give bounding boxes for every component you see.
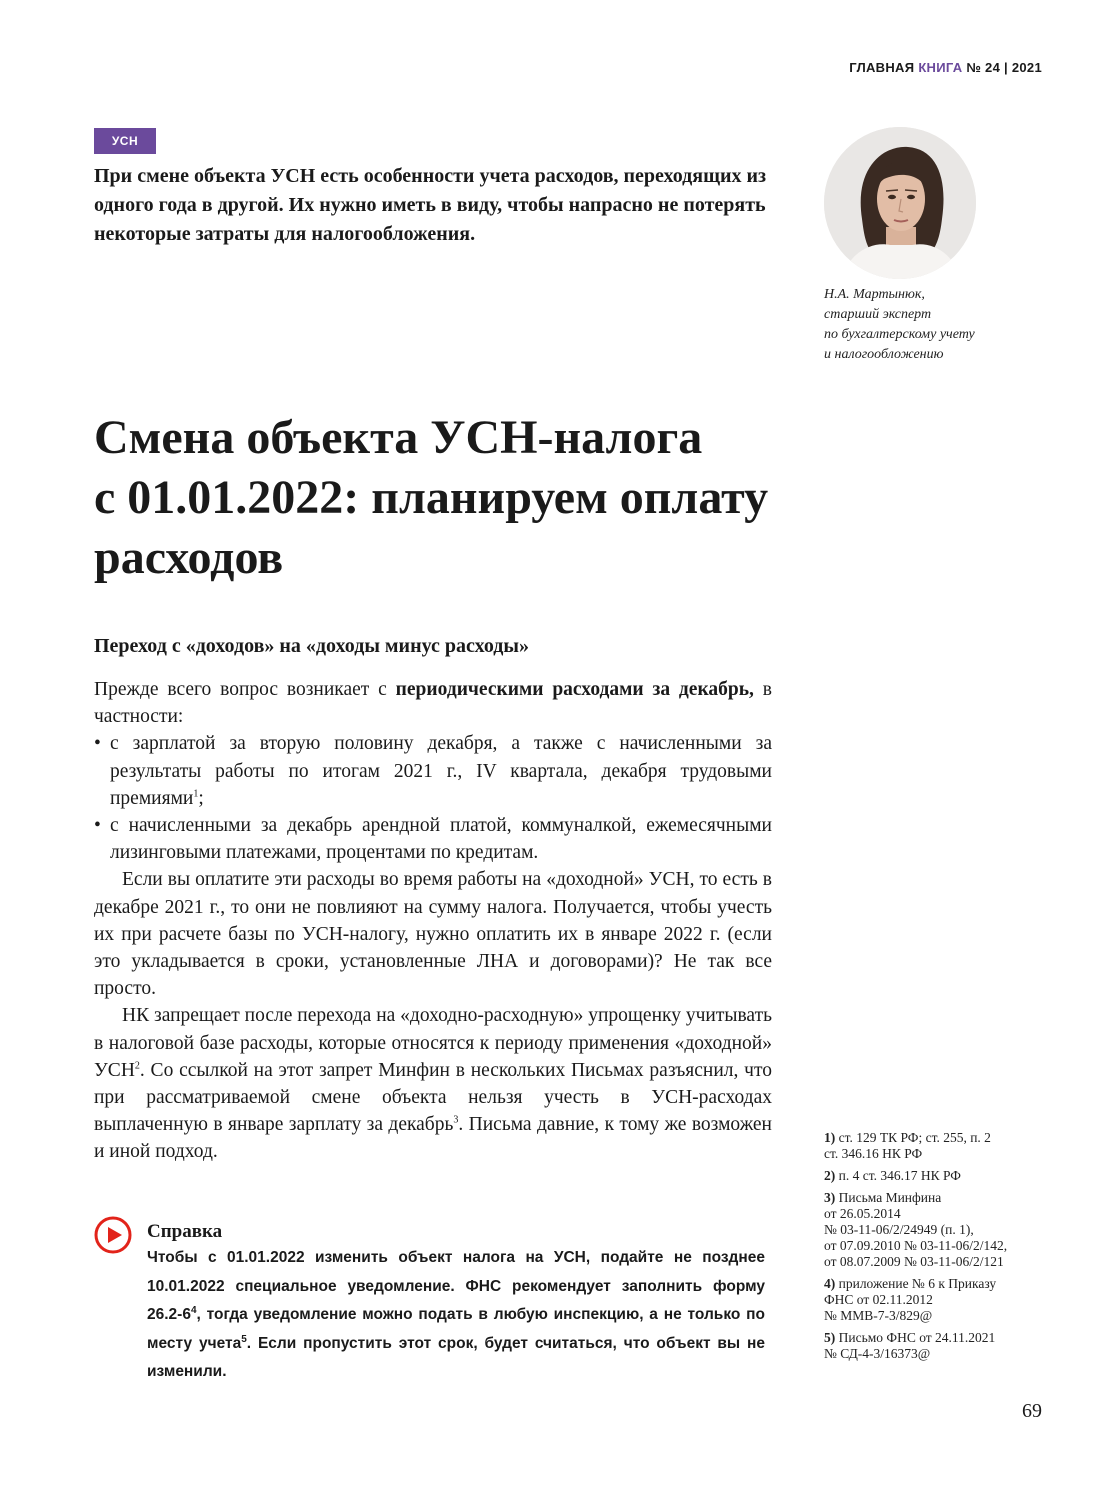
paragraph-text: в частности: — [94, 679, 772, 728]
footnote — [824, 1330, 1054, 1362]
footnote-text: от 08.07.2009 № 03-11-06/2/121 — [824, 1254, 1004, 1269]
emphasis-text: периодическими расходами за декабрь, — [395, 679, 754, 700]
footnote — [824, 1190, 1054, 1270]
footnote-ref[interactable]: 5 — [241, 1333, 247, 1345]
footnote-text: п. 4 ст. 346.17 НК РФ — [838, 1168, 961, 1183]
body-paragraph — [94, 1002, 772, 1165]
footnote-number: 1) — [824, 1130, 836, 1145]
author-position-line: по бухгалтерскому учету — [824, 327, 975, 342]
author-position-line: и налогообложению — [824, 347, 944, 362]
footnote-number: 4) — [824, 1276, 836, 1291]
article-title — [94, 408, 994, 588]
info-text: , тогда уведомление можно подать в любую инспекцию, а не только по месту учета — [147, 1306, 765, 1352]
footnote-text: от 07.09.2010 № 03-11-06/2/142, — [824, 1238, 1008, 1253]
footnote-number: 5) — [824, 1330, 836, 1345]
list-item — [94, 730, 772, 812]
paragraph-text: . Со ссылкой на этот запрет Минфин в нескольких Письмах разъяснил, что при рассматриваемой смене объекта нельзя учесть в УСН-расходах выплаченную в январе зарплату за декабрь — [94, 1059, 772, 1136]
info-body — [147, 1244, 765, 1387]
body-paragraph: Если вы оплатите эти расходы во время работы на «доходной» УСН, то есть в декабре 2021 г., то они не повлияют на сумму налога. Получается, чтобы учесть их при расчете базы по УСН-налогу, нужно оплатить их в январе 2022 г. (если это укладывается в сроки, установленные ЛНА и договорами)? Не так все просто. — [94, 869, 772, 1000]
footnote-text: от 26.05.2014 — [824, 1206, 901, 1221]
author-photo — [824, 127, 976, 279]
footnote — [824, 1168, 1054, 1184]
footnote-text: № СД-4-3/16373@ — [824, 1346, 931, 1361]
footnote-text: Письмо ФНС от 24.11.2021 — [838, 1330, 996, 1345]
footnote-ref[interactable]: 3 — [453, 1114, 459, 1126]
brand-accent: КНИГА — [918, 60, 963, 75]
list-item — [94, 812, 772, 866]
footnote-ref[interactable]: 2 — [134, 1060, 140, 1072]
footnote-text: № 03-11-06/2/24949 (п. 1), — [824, 1222, 974, 1237]
list-item-text: ; — [198, 787, 204, 809]
brand-name: ГЛАВНАЯ — [849, 60, 915, 75]
footnote-ref[interactable]: 4 — [190, 1304, 197, 1316]
article-body — [94, 676, 772, 1166]
author-caption — [824, 285, 1054, 365]
footnote-text: № ММВ-7-3/829@ — [824, 1308, 933, 1323]
info-text: Чтобы с 01.01.2022 изменить объект налога на УСН, подайте не позднее 10.01.2022 специальное уведомление. ФНС рекомендует заполнить форму 26.2-6 — [147, 1249, 765, 1323]
paragraph-text: Прежде всего вопрос возникает с — [94, 679, 396, 700]
author-portrait-illustration — [824, 127, 976, 279]
title-line: расходов — [94, 531, 284, 584]
paragraph-text: . Письма давние, к тому же возможен и иной подход. — [94, 1114, 772, 1163]
title-line: Смена объекта УСН-налога — [94, 411, 703, 464]
footnote-number: 3) — [824, 1190, 836, 1205]
running-head — [849, 60, 1042, 75]
footnote-text: ФНС от 02.11.2012 — [824, 1292, 933, 1307]
body-paragraph — [94, 676, 772, 730]
issue-number: № 24 | 2021 — [966, 60, 1042, 75]
footnote-text: ст. 346.16 НК РФ — [824, 1146, 923, 1161]
footnote-ref[interactable]: 1 — [193, 788, 199, 800]
footnote-text: ст. 129 ТК РФ; ст. 255, п. 2 — [838, 1130, 991, 1145]
footnote — [824, 1130, 1054, 1162]
list-item-text: с зарплатой за вторую половину декабря, а также с начисленными за результаты работы по итогам 2021 г., IV квартала, декабря трудовыми премиями — [110, 733, 772, 809]
list-item-text: с начисленными за декабрь арендной платой, коммуналкой, ежемесячными лизинговыми платежами, процентами по кредитам. — [110, 815, 772, 864]
author-position-line: старший эксперт — [824, 307, 932, 322]
page-number: 69 — [1022, 1400, 1042, 1422]
paragraph-text: НК запрещает после перехода на «доходно-расходную» упрощенку учитывать в налоговой базе расходы, которые относятся к периоду применения «доходной» УСН — [94, 1005, 772, 1081]
info-text: . Если пропустить этот срок, будет считаться, что объект вы не изменили. — [147, 1334, 766, 1380]
title-line: с 01.01.2022: планируем оплату — [94, 471, 769, 524]
footnote-text: Письма Минфина — [838, 1190, 942, 1205]
footnote — [824, 1276, 1054, 1324]
section-heading: Переход с «доходов» на «доходы минус расходы» — [94, 635, 529, 657]
info-heading: Справка — [147, 1221, 223, 1242]
rubric-tag: УСН — [94, 128, 156, 154]
footnote-text: приложение № 6 к Приказу — [838, 1276, 997, 1291]
lead-paragraph: При смене объекта УСН есть особенности учета расходов, переходящих из одного года в другой. Их нужно иметь в виду, чтобы напрасно не потерять некоторые затраты для налогообложения. — [94, 165, 767, 245]
author-name: Н.А. Мартынюк, — [824, 287, 925, 302]
play-icon — [94, 1216, 132, 1254]
footnotes — [824, 1130, 1054, 1368]
footnote-number: 2) — [824, 1168, 836, 1183]
bullet-list — [94, 730, 772, 866]
info-paragraph — [147, 1244, 765, 1387]
